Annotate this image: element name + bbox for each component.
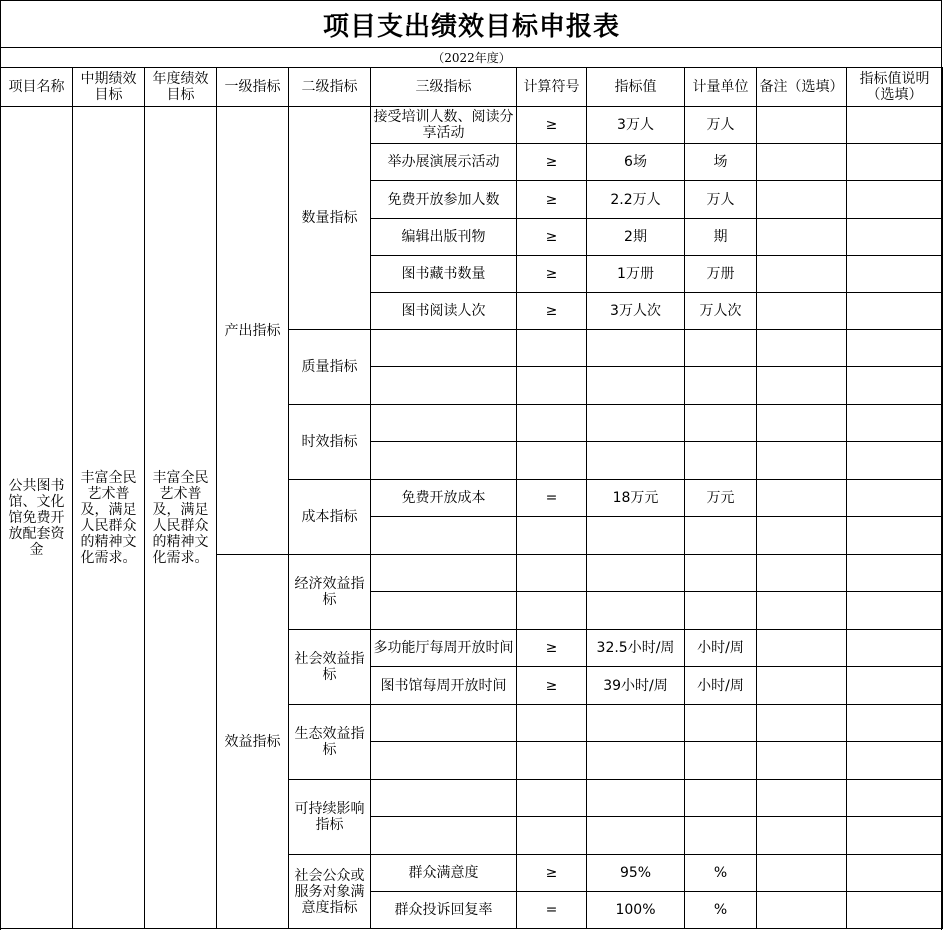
indicator-unit <box>685 367 757 405</box>
header-row <box>1 68 943 107</box>
header-mid-goal: 中期绩效目标 <box>73 68 145 107</box>
desc-cell[interactable] <box>847 442 943 480</box>
desc-cell[interactable] <box>847 892 943 929</box>
indicator-value: 3万人 <box>587 107 685 144</box>
indicator-name <box>371 555 517 592</box>
remark-cell[interactable] <box>757 330 847 367</box>
indicator-value <box>587 555 685 592</box>
desc-cell[interactable] <box>847 144 943 181</box>
annual-goal-cell: 丰富全民艺术普及，满足人民群众的精神文化需求。 <box>145 107 217 929</box>
header-annual-goal: 年度绩效目标 <box>145 68 217 107</box>
indicator-value: 100% <box>587 892 685 929</box>
indicator-unit <box>685 405 757 442</box>
indicator-value <box>587 592 685 630</box>
indicator-unit: 期 <box>685 219 757 256</box>
desc-cell[interactable] <box>847 405 943 442</box>
indicator-name: 编辑出版刊物 <box>371 219 517 256</box>
level2-timeliness-cell: 时效指标 <box>289 405 371 480</box>
indicator-operator: ≥ <box>517 107 587 144</box>
indicator-operator: ≥ <box>517 667 587 705</box>
indicator-value <box>587 517 685 555</box>
desc-cell[interactable] <box>847 817 943 855</box>
indicator-value <box>587 742 685 780</box>
indicator-unit <box>685 555 757 592</box>
remark-cell[interactable] <box>757 442 847 480</box>
indicator-value: 32.5小时/周 <box>587 630 685 667</box>
remark-cell[interactable] <box>757 780 847 817</box>
remark-cell[interactable] <box>757 219 847 256</box>
indicator-unit <box>685 705 757 742</box>
remark-cell[interactable] <box>757 293 847 330</box>
remark-cell[interactable] <box>757 555 847 592</box>
indicator-name <box>371 367 517 405</box>
indicator-value <box>587 780 685 817</box>
indicator-operator <box>517 705 587 742</box>
indicator-operator <box>517 742 587 780</box>
indicator-operator <box>517 817 587 855</box>
header-level1: 一级指标 <box>217 68 289 107</box>
indicator-unit: 小时/周 <box>685 630 757 667</box>
desc-cell[interactable] <box>847 630 943 667</box>
indicator-name <box>371 592 517 630</box>
indicator-value <box>587 817 685 855</box>
desc-cell[interactable] <box>847 293 943 330</box>
table-row <box>1 107 943 144</box>
indicator-name: 免费开放成本 <box>371 480 517 517</box>
indicator-operator <box>517 330 587 367</box>
indicator-name: 群众满意度 <box>371 855 517 892</box>
indicator-name <box>371 330 517 367</box>
remark-cell[interactable] <box>757 107 847 144</box>
desc-cell[interactable] <box>847 742 943 780</box>
desc-cell[interactable] <box>847 107 943 144</box>
remark-cell[interactable] <box>757 667 847 705</box>
indicator-unit: 小时/周 <box>685 667 757 705</box>
remark-cell[interactable] <box>757 144 847 181</box>
indicator-value: 2期 <box>587 219 685 256</box>
indicator-unit <box>685 817 757 855</box>
header-operator: 计算符号 <box>517 68 587 107</box>
indicator-name: 举办展演展示活动 <box>371 144 517 181</box>
indicator-unit <box>685 592 757 630</box>
indicator-value: 39小时/周 <box>587 667 685 705</box>
indicator-operator <box>517 555 587 592</box>
header-unit: 计量单位 <box>685 68 757 107</box>
indicator-unit: 万人 <box>685 107 757 144</box>
indicator-name <box>371 405 517 442</box>
indicator-operator <box>517 517 587 555</box>
desc-cell[interactable] <box>847 667 943 705</box>
remark-cell[interactable] <box>757 705 847 742</box>
desc-cell[interactable] <box>847 181 943 219</box>
desc-cell[interactable] <box>847 592 943 630</box>
remark-cell[interactable] <box>757 181 847 219</box>
remark-cell[interactable] <box>757 517 847 555</box>
level2-quality-cell: 质量指标 <box>289 330 371 405</box>
indicator-unit <box>685 442 757 480</box>
desc-cell[interactable] <box>847 480 943 517</box>
indicator-name <box>371 742 517 780</box>
indicator-operator: ≥ <box>517 855 587 892</box>
indicator-unit: % <box>685 855 757 892</box>
header-level3: 三级指标 <box>371 68 517 107</box>
indicator-value <box>587 705 685 742</box>
level2-social-cell: 社会效益指标 <box>289 630 371 705</box>
indicator-operator <box>517 405 587 442</box>
desc-cell[interactable] <box>847 330 943 367</box>
indicator-operator: = <box>517 480 587 517</box>
indicator-value <box>587 405 685 442</box>
remark-cell[interactable] <box>757 817 847 855</box>
indicator-operator <box>517 367 587 405</box>
level1-benefit-cell: 效益指标 <box>217 555 289 929</box>
desc-cell[interactable] <box>847 256 943 293</box>
mid-goal-cell: 丰富全民艺术普及，满足人民群众的精神文化需求。 <box>73 107 145 929</box>
indicator-unit: % <box>685 892 757 929</box>
indicator-name: 图书馆每周开放时间 <box>371 667 517 705</box>
indicator-name <box>371 705 517 742</box>
indicator-value: 6场 <box>587 144 685 181</box>
remark-cell[interactable] <box>757 855 847 892</box>
header-remark: 备注（选填） <box>757 68 847 107</box>
year-label: （2022年度） <box>432 51 511 65</box>
indicator-operator: ≥ <box>517 181 587 219</box>
desc-cell[interactable] <box>847 780 943 817</box>
form-title: 项目支出绩效目标申报表 <box>322 11 620 42</box>
level2-economic-cell: 经济效益指标 <box>289 555 371 630</box>
indicator-operator <box>517 442 587 480</box>
indicator-unit <box>685 330 757 367</box>
level2-ecological-cell: 生态效益指标 <box>289 705 371 780</box>
remark-cell[interactable] <box>757 367 847 405</box>
indicator-operator: ≥ <box>517 219 587 256</box>
remark-cell[interactable] <box>757 405 847 442</box>
indicator-unit <box>685 742 757 780</box>
indicator-unit: 万人 <box>685 181 757 219</box>
header-value: 指标值 <box>587 68 685 107</box>
indicator-name: 多功能厅每周开放时间 <box>371 630 517 667</box>
indicator-name: 免费开放参加人数 <box>371 181 517 219</box>
remark-cell[interactable] <box>757 630 847 667</box>
indicator-unit: 场 <box>685 144 757 181</box>
remark-cell[interactable] <box>757 742 847 780</box>
indicator-unit: 万人次 <box>685 293 757 330</box>
indicator-name: 接受培训人数、阅读分享活动 <box>371 107 517 144</box>
indicator-operator: ≥ <box>517 144 587 181</box>
indicator-operator: ≥ <box>517 293 587 330</box>
indicator-value: 18万元 <box>587 480 685 517</box>
indicator-unit: 万元 <box>685 480 757 517</box>
desc-cell[interactable] <box>847 367 943 405</box>
desc-cell[interactable] <box>847 517 943 555</box>
indicator-operator: ≥ <box>517 256 587 293</box>
indicator-value: 95% <box>587 855 685 892</box>
level2-quantity-cell: 数量指标 <box>289 107 371 330</box>
desc-cell[interactable] <box>847 705 943 742</box>
header-level2: 二级指标 <box>289 68 371 107</box>
level2-cost-cell: 成本指标 <box>289 480 371 555</box>
indicator-value <box>587 330 685 367</box>
level2-sustainable-cell: 可持续影响指标 <box>289 780 371 855</box>
header-project-name: 项目名称 <box>1 68 73 107</box>
indicator-operator: ≥ <box>517 630 587 667</box>
indicator-operator <box>517 592 587 630</box>
remark-cell[interactable] <box>757 592 847 630</box>
level2-satisfaction-cell: 社会公众或服务对象满意度指标 <box>289 855 371 929</box>
desc-cell[interactable] <box>847 555 943 592</box>
remark-cell[interactable] <box>757 892 847 929</box>
indicator-name <box>371 517 517 555</box>
indicator-name <box>371 442 517 480</box>
header-desc: 指标值说明（选填） <box>847 68 943 107</box>
desc-cell[interactable] <box>847 855 943 892</box>
indicator-unit <box>685 517 757 555</box>
indicator-operator: = <box>517 892 587 929</box>
remark-cell[interactable] <box>757 480 847 517</box>
performance-goal-table <box>0 67 943 929</box>
indicator-name <box>371 780 517 817</box>
project-name-cell: 公共图书馆、文化馆免费开放配套资金 <box>1 107 73 929</box>
remark-cell[interactable] <box>757 256 847 293</box>
level1-output-cell: 产出指标 <box>217 107 289 555</box>
indicator-value <box>587 367 685 405</box>
indicator-value: 2.2万人 <box>587 181 685 219</box>
indicator-name: 群众投诉回复率 <box>371 892 517 929</box>
indicator-unit <box>685 780 757 817</box>
indicator-value: 3万人次 <box>587 293 685 330</box>
indicator-name: 图书藏书数量 <box>371 256 517 293</box>
indicator-name: 图书阅读人次 <box>371 293 517 330</box>
indicator-unit: 万册 <box>685 256 757 293</box>
desc-cell[interactable] <box>847 219 943 256</box>
indicator-operator <box>517 780 587 817</box>
indicator-value: 1万册 <box>587 256 685 293</box>
indicator-name <box>371 817 517 855</box>
indicator-value <box>587 442 685 480</box>
